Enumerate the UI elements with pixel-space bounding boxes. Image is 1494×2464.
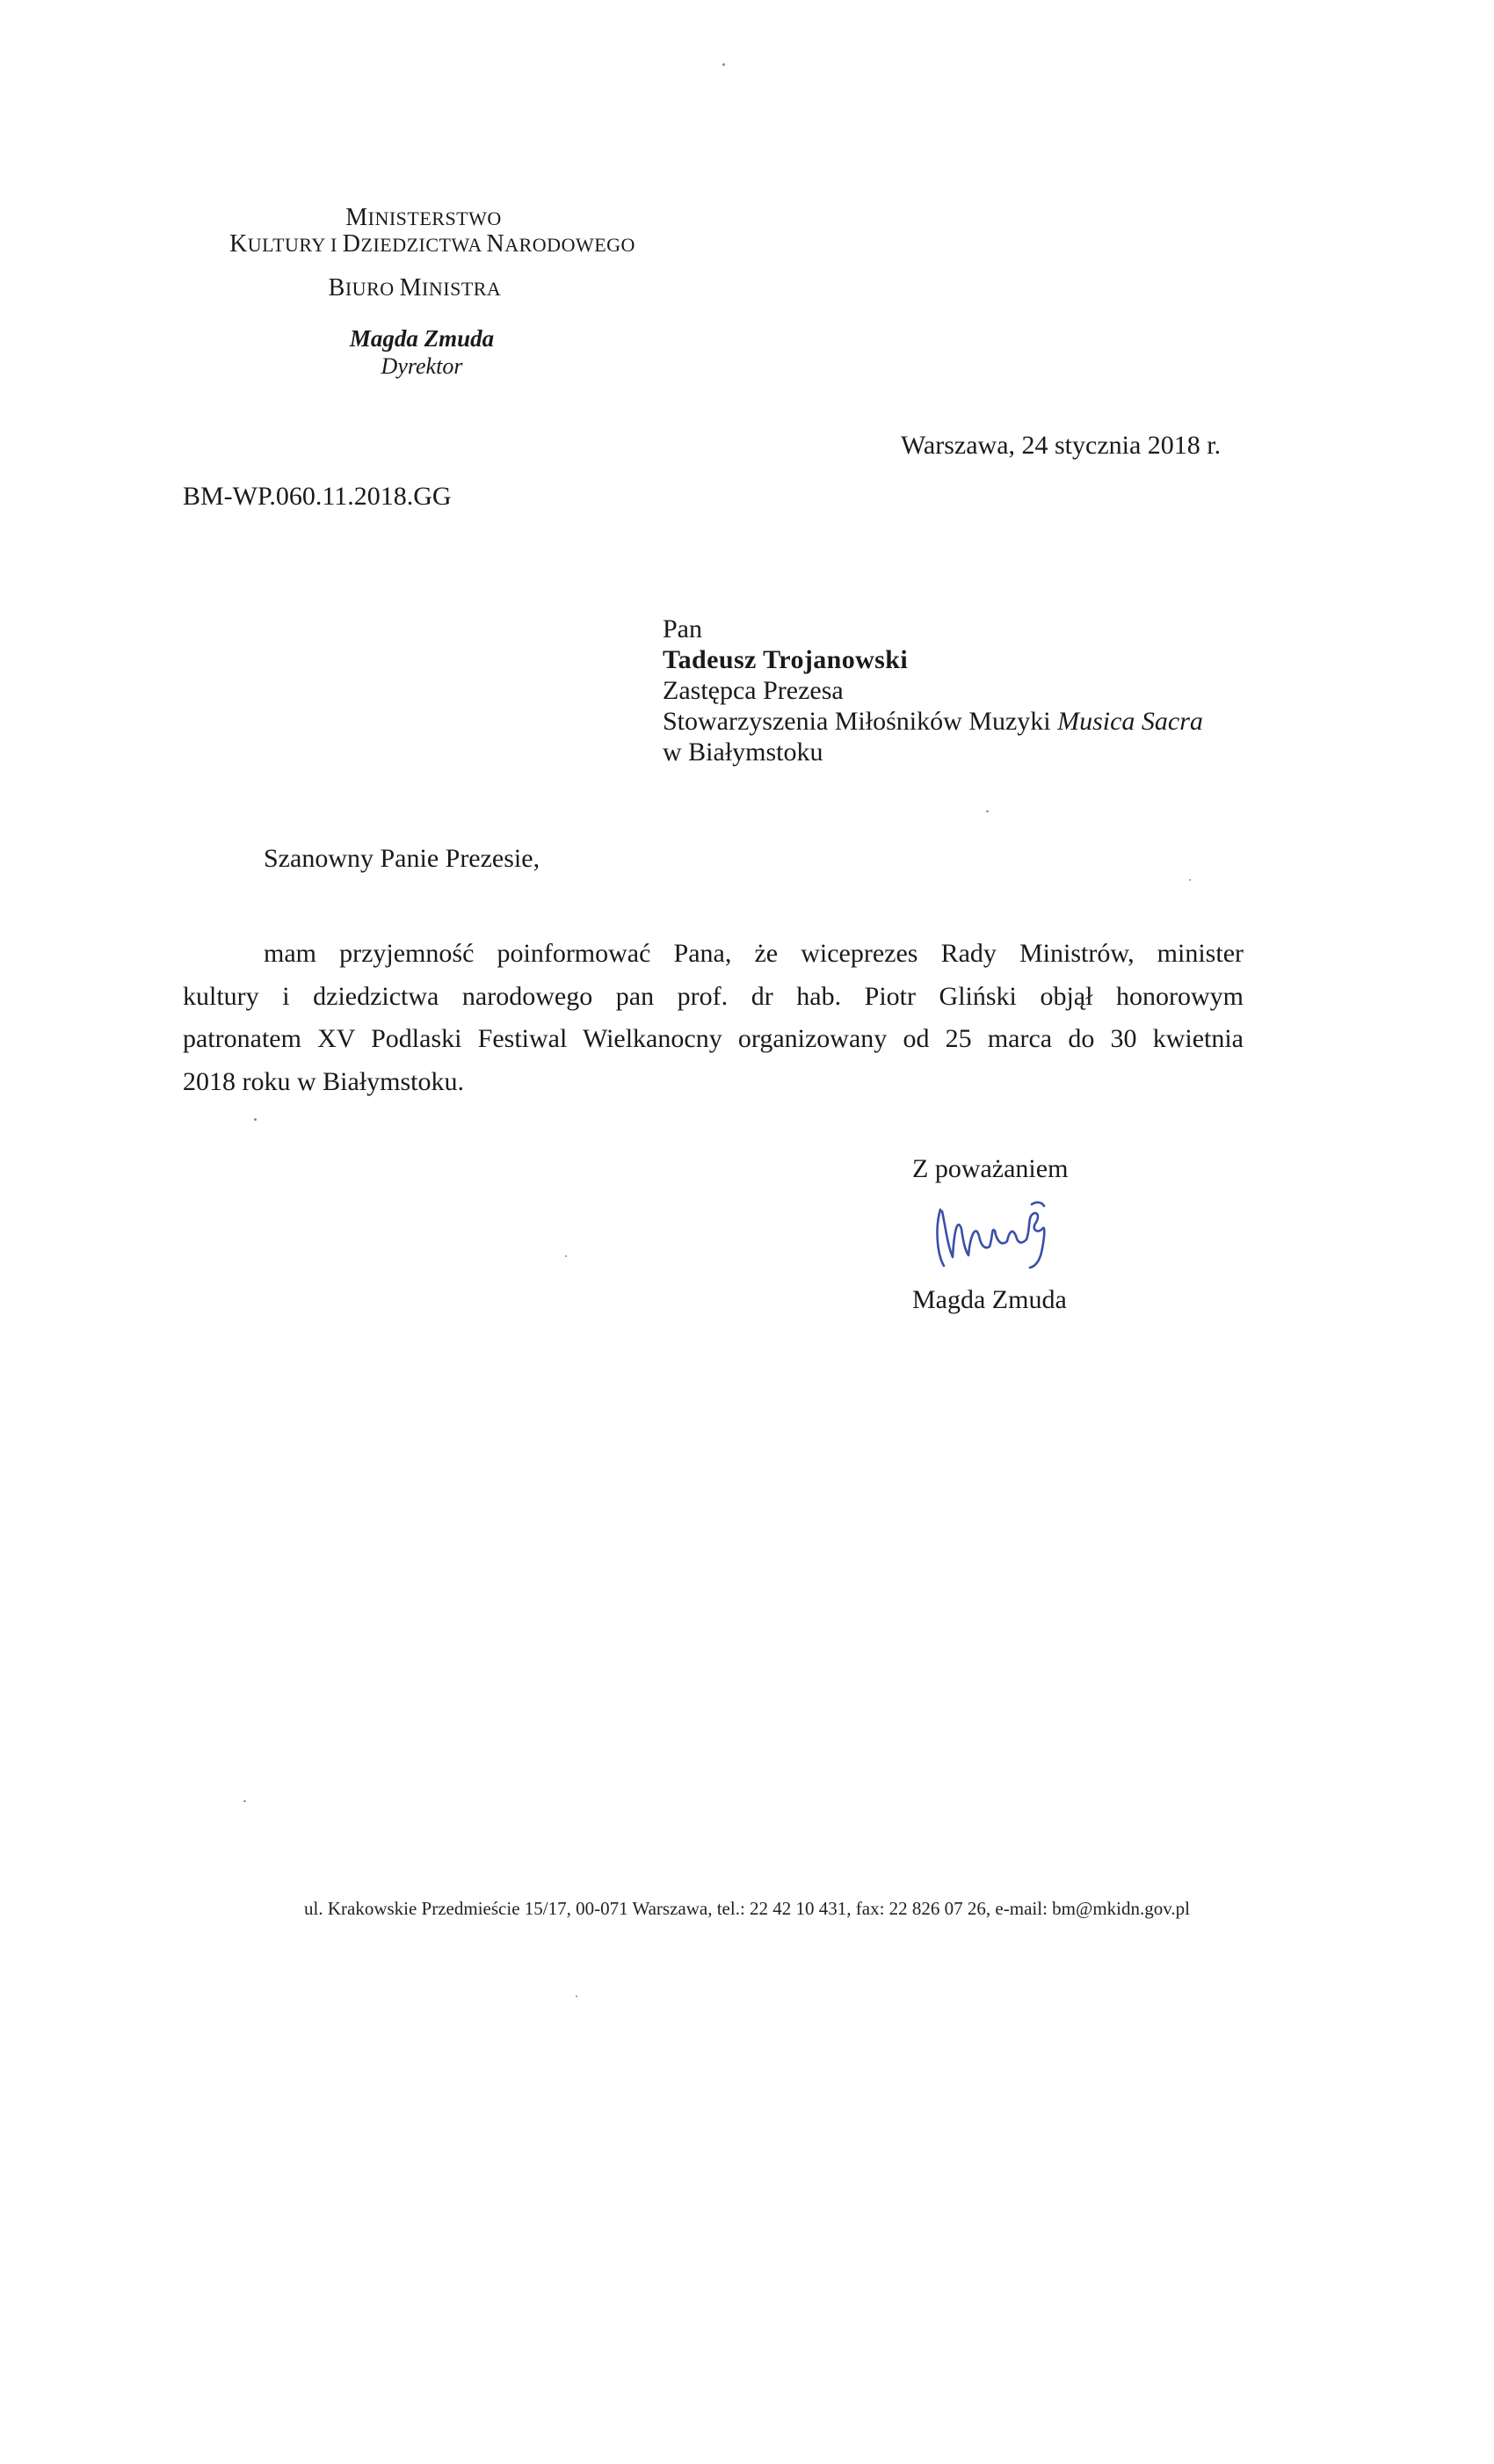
salutation: Szanowny Panie Prezesie, (264, 844, 540, 873)
handwritten-signature (933, 1192, 1065, 1271)
reference-number: BM-WP.060.11.2018.GG (183, 482, 452, 511)
scan-speck (722, 63, 725, 66)
scan-speck (1189, 879, 1191, 881)
scan-speck (243, 1800, 246, 1802)
recipient-name: Tadeusz Trojanowski (663, 645, 909, 674)
closing: Z poważaniem (912, 1154, 1069, 1183)
body-line: mam przyjemność poinformować Pana, że wiceprezes Rady Ministrów, minister (264, 939, 1244, 968)
letterhead-ministry-full-name: KULTURY I DZIEDZICTWA NARODOWEGO (229, 230, 635, 258)
recipient-city: w Białymstoku (663, 738, 823, 767)
letter-date: Warszawa, 24 stycznia 2018 r. (901, 431, 1222, 460)
recipient-organization: Stowarzyszenia Miłośników Muzyki Musica Sacra (663, 707, 1203, 736)
body-line: 2018 roku w Białymstoku. (183, 1066, 464, 1096)
scan-speck (254, 1118, 257, 1121)
letterhead-ministry: MINISTERSTWO (345, 204, 502, 231)
letter-body (183, 933, 1244, 1103)
recipient-position: Zastępca Prezesa (663, 676, 844, 705)
scan-speck (565, 1255, 567, 1257)
signer-name: Magda Zmuda (912, 1285, 1067, 1314)
footer-contact: ul. Krakowskie Przedmieście 15/17, 00-071 Warszawa, tel.: 22 42 10 431, fax: 22 826 07 26, e-mail: bm@mkidn.gov.pl (304, 1898, 1190, 1919)
body-line: kultury i dziedzictwa narodowego pan prof. dr hab. Piotr Gliński objął honorowym (183, 981, 1244, 1011)
letterhead-director-role: Dyrektor (381, 353, 463, 379)
recipient-title: Pan (663, 614, 702, 643)
scan-speck (576, 1995, 577, 1997)
body-line: patronatem XV Podlaski Festiwal Wielkanocny organizowany od 25 marca do 30 kwietnia (183, 1024, 1244, 1053)
letterhead-office: BIURO MINISTRA (328, 274, 502, 302)
signature-strokes (938, 1203, 1045, 1268)
letterhead-director-name: Magda Zmuda (349, 325, 495, 352)
scan-speck (986, 810, 989, 812)
recipient-address (663, 614, 1203, 767)
